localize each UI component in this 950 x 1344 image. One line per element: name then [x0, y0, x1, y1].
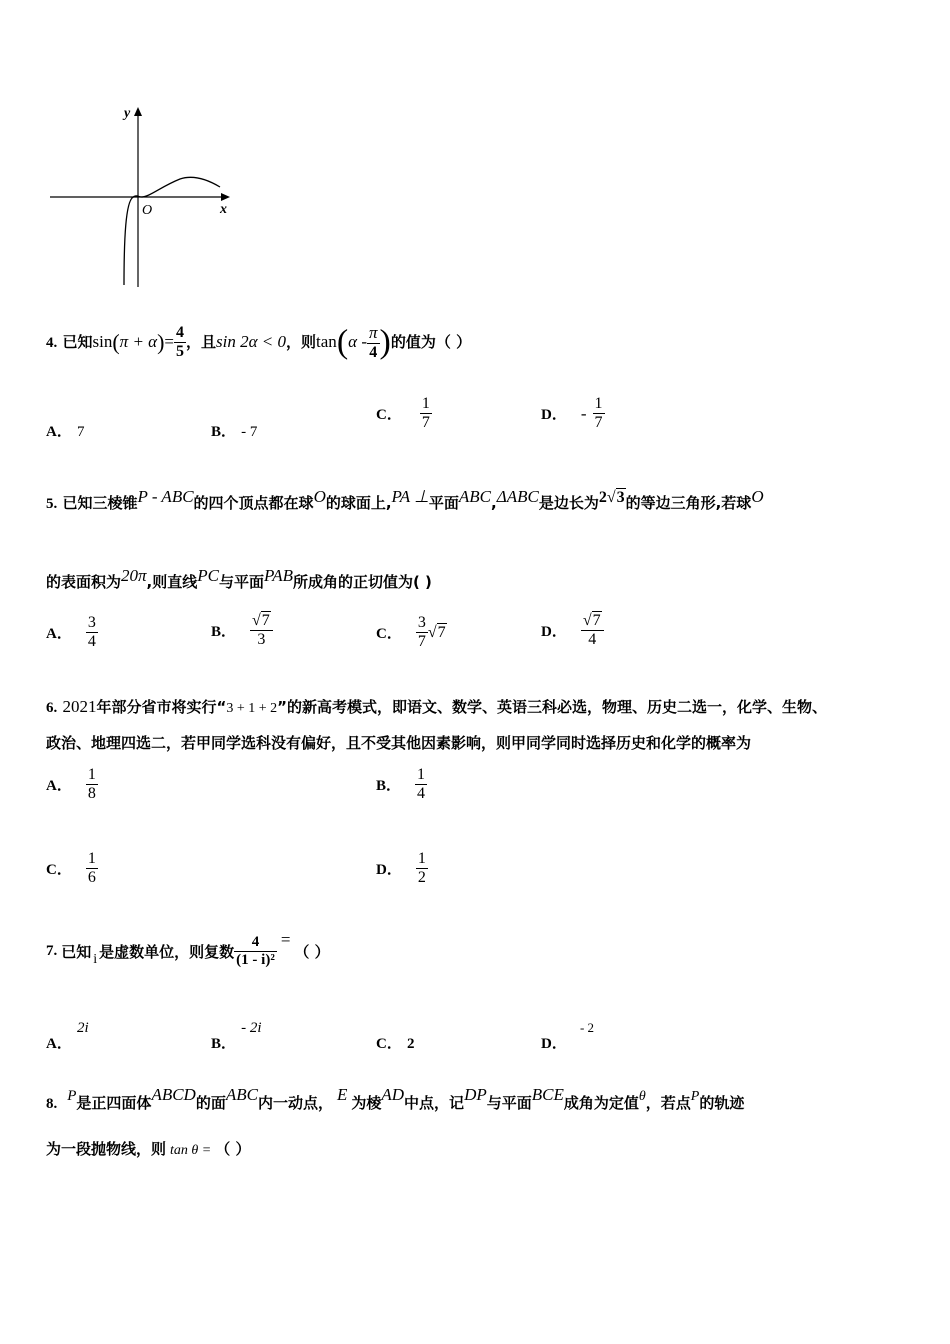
question-6-line2: 政治、地理四选二，若甲同学选科没有偏好，且不受其他因素影响，则甲同学同时选择历史和化学的概率为 — [46, 734, 752, 752]
q5-option-a[interactable]: A． $\frac{3}{4}$ — [46, 614, 96, 651]
q4-mid: ，且 — [186, 333, 217, 351]
x-axis-label: x — [220, 202, 227, 217]
q4-option-a[interactable]: A． 7 — [46, 424, 85, 440]
q6-option-a[interactable]: A． $\frac{1}{8}$ — [46, 766, 96, 803]
y-axis-arrow — [134, 107, 142, 116]
q6-option-d[interactable]: D． $\frac{1}{2}$ — [376, 850, 426, 887]
q7-option-b[interactable]: B． - 2i — [211, 1020, 262, 1052]
q7-option-d[interactable]: D． - 2 — [541, 1020, 595, 1052]
q4-eq: = — [164, 332, 175, 351]
question-5-line2: 的表面积为20π,则直线PC与平面PAB所成角的正切值为( ) — [46, 566, 432, 591]
q4-sin-arg: π + α — [119, 332, 158, 351]
q4-option-d[interactable]: D． - $\frac{1}{7}$ — [541, 395, 603, 432]
q7-option-c[interactable]: C． 2 — [376, 1036, 415, 1052]
question-8-line2: 为一段抛物线，则 tan θ = （ ） — [46, 1140, 251, 1158]
question-7: 7. 已知 i 是虚数单位，则复数 $\frac{4}{\text{(1 - i)²}}$ = （ ） — [46, 929, 330, 969]
origin-label: O — [142, 203, 153, 218]
question-6: 6. 2021年部分省市将实行“3 + 1 + 2”的新高考模式，即语文、数学、英语三科必选，物理、历史二选一，化学、生物、 — [46, 697, 828, 716]
q4-option-c[interactable]: C． $\frac{1}{7}$ — [376, 395, 430, 432]
q5-option-d[interactable]: D． $\frac{√7}{4}$ — [541, 612, 604, 650]
q4-tan-arg: α - — [348, 332, 367, 351]
q6-option-c[interactable]: C． $\frac{1}{6}$ — [46, 850, 96, 887]
q6-option-b[interactable]: B． $\frac{1}{4}$ — [376, 766, 426, 803]
x-axis-arrow — [221, 193, 230, 201]
q4-pi-over-4: $\frac{\pi}{4}$ — [368, 323, 378, 361]
q4-option-b[interactable]: B． - 7 — [211, 424, 258, 440]
q4-pre: 已知 — [62, 333, 93, 351]
q4-fraction: $\frac{4}{5}$ — [176, 323, 185, 360]
y-axis-label: y — [124, 106, 131, 121]
question-8: 8. P是正四面体ABCD的面ABC内一动点， E 为棱AD中点，记DP与平面BCE成角为定值θ，若点P的轨迹 — [46, 1085, 745, 1112]
q5-option-b[interactable]: B． $\frac{√7}{3}$ — [211, 612, 273, 650]
function-graph — [40, 95, 250, 295]
q4-tan-func: tan — [316, 332, 337, 351]
q7-fraction: $\frac{4}{\text{(1 - i)²}}$ — [236, 934, 275, 969]
q7-option-a[interactable]: A． 2i — [46, 1020, 89, 1052]
q5-option-c[interactable]: C． $\frac{3}{7}$ √7 — [376, 614, 446, 651]
question-5: 5. 已知三棱锥P - ABC的四个顶点都在球O的球面上,PA ⊥平面ABC,ΔABC是边长为2√3的等边三角形,若球O — [46, 487, 764, 512]
q4-number: 4. — [46, 335, 58, 351]
q4-condition: sin 2α < 0 — [216, 332, 287, 351]
q5-side-length: 2√3 — [598, 489, 625, 506]
q4-then: ，则 — [286, 333, 317, 351]
q4-post: 的值为（ ） — [390, 333, 472, 351]
q4-sin-func: sin — [92, 332, 113, 351]
question-4: 4. 已知sin(π + α)= $\frac{4}{5}$ ，且sin 2α < 0，则tan(α - $\frac{\pi}{4}$ )的值为（ ） — [46, 323, 472, 361]
